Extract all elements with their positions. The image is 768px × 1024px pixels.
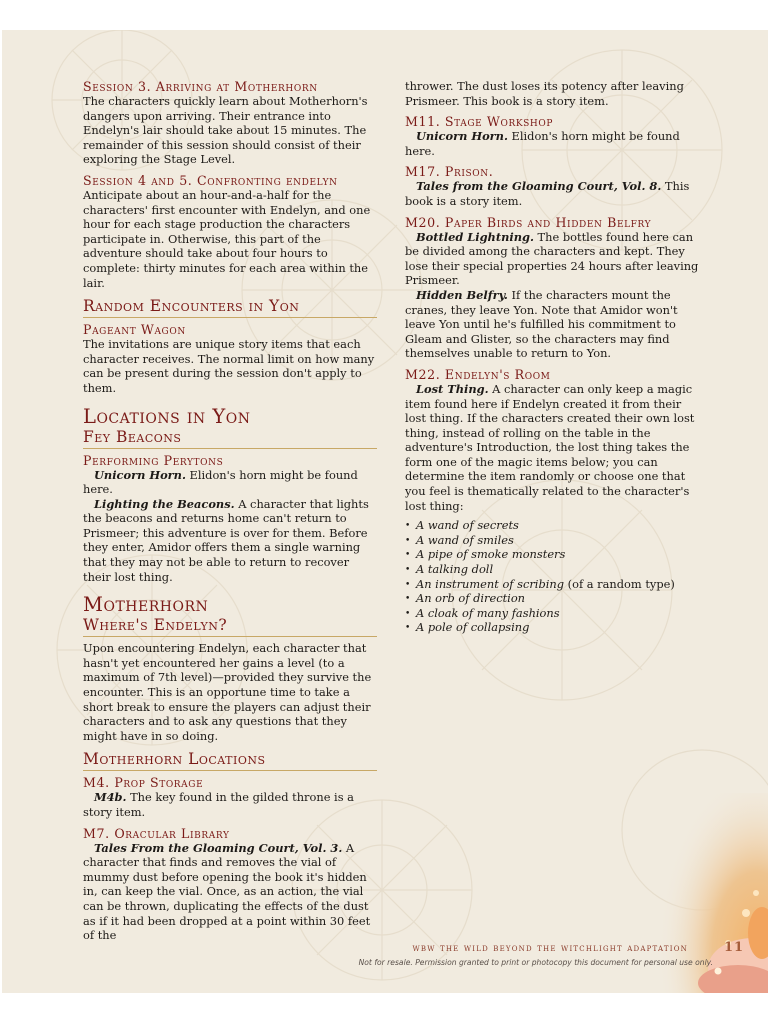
bottled-lightning-label: Bottled Lightning. [416, 229, 534, 244]
list-item: • A talking doll [416, 562, 701, 577]
random-encounters-heading: Random Encounters in Yon [83, 297, 377, 318]
wheres-endelyn-heading: Where's Endelyn? [83, 616, 377, 637]
lost-thing-label: Lost Thing. [416, 381, 489, 396]
m11-stage-workshop-heading: M11. Stage Workshop [405, 114, 553, 130]
session-4-5-heading: Session 4 and 5. Confronting endelyn [83, 172, 338, 188]
m7-text: A character that finds and removes the vial of mummy dust before opening the book it's hidden in, can keep the vial. Once, as an action, the vial can be thrown, duplicating the effects of the dust as if it had been dropped at a point within 30 feet of the [83, 840, 371, 943]
document-page [2, 30, 768, 993]
hidden-belfry-paragraph [405, 288, 701, 361]
list-item: • An orb of direction [416, 591, 701, 606]
lost-thing-text: A character can only keep a magic item found here if Endelyn created it from their lost thing. If the characters created their own lost thing, instead of rolling on the table in the adventure's Introduction, the lost thing takes the form one of the magic items below; you can determine the item randomly or choose one that you feel is thematically related to the character's lost thing: [405, 381, 695, 513]
m11-label: Unicorn Horn. [416, 129, 508, 144]
pageant-wagon-heading: Pageant Wagon [83, 322, 186, 338]
fey-beacons-heading: Fey Beacons [83, 428, 377, 449]
hidden-belfry-label: Hidden Belfry. [416, 287, 508, 302]
m7-paragraph [83, 841, 377, 943]
m17-label: Tales from the Gloaming Court, Vol. 8. [416, 179, 662, 194]
unicorn-horn-label: Unicorn Horn. [94, 467, 186, 482]
m7-oracular-library-heading: M7. Oracular Library [83, 825, 230, 841]
m17-paragraph [405, 179, 701, 208]
pageant-wagon-text: The invitations are unique story items that each character receives. The normal limit on how many can be present during the session don't apply to them. [83, 337, 375, 395]
list-item: • A pole of collapsing [416, 620, 701, 635]
lost-thing-paragraph [405, 382, 701, 513]
lighting-beacons-paragraph [83, 497, 377, 585]
list-item [416, 577, 701, 592]
list-item: • A wand of secrets [416, 518, 701, 533]
m4b-text: The key found in the gilded throne is a story item. [83, 790, 354, 819]
m17-text: This book is a story item. [405, 179, 690, 208]
locations-in-yon-heading: Locations in Yon [83, 404, 251, 428]
lighting-beacons-label: Lighting the Beacons. [94, 496, 235, 511]
m4b-label: M4b. [94, 790, 127, 805]
m17-prison-heading: M17. Prison. [405, 164, 494, 180]
m11-text: Elidon's horn might be found here. [405, 129, 680, 158]
motherhorn-locations-heading: Motherhorn Locations [83, 750, 377, 771]
m7-label: Tales From the Gloaming Court, Vol. 3. [94, 840, 343, 855]
bottled-lightning-paragraph [405, 230, 701, 288]
list-item: • A wand of smiles [416, 533, 701, 548]
magic-items-list [405, 518, 701, 635]
performing-perytons-heading: Performing Perytons [83, 452, 224, 468]
page-number: 11 [724, 940, 745, 955]
footer-legal-note: Not for resale. Permission granted to print or photocopy this document for personal use only. [358, 958, 713, 967]
unicorn-horn-text: Elidon's horn might be found here. [83, 467, 358, 497]
session-3-text: The characters quickly learn about Motherhorn's dangers upon arriving. Their entrance into Endelyn's lair should take about 15 minutes. The remainder of this session should consist of their exploring the Stage Level. [83, 94, 368, 167]
m11-paragraph [405, 129, 701, 158]
motherhorn-heading: Motherhorn [83, 593, 209, 617]
list-item: • A cloak of many fashions [416, 606, 701, 621]
list-item-suffix: (of a random type) [564, 576, 675, 591]
m4b-paragraph [83, 790, 377, 819]
m4-prop-storage-heading: M4. Prop Storage [83, 775, 204, 791]
unicorn-horn-paragraph [83, 468, 377, 497]
bottled-lightning-text: The bottles found here can be divided among the characters and kept. They lose their special properties 24 hours after leaving Prismeer. [405, 229, 699, 288]
left-column [83, 79, 377, 943]
list-item-text: An instrument of scribing [416, 576, 565, 591]
continued-text: thrower. The dust loses its potency after leaving Prismeer. This book is a story item. [405, 79, 684, 108]
hidden-belfry-text: If the characters mount the cranes, they leave Yon. Note that Amidor won't leave Yon until he's fulfilled his commitment to Gleam and Glister, so the characters may find themselves unable to return to Yon. [405, 287, 678, 361]
list-item: • A pipe of smoke monsters [416, 547, 701, 562]
m20-heading: M20. Paper Birds and Hidden Belfry [405, 214, 652, 230]
m22-endelyns-room-heading: M22. Endelyn's Room [405, 366, 551, 382]
right-column [405, 79, 701, 635]
session-4-5-text: Anticipate about an hour-and-a-half for the characters' first encounter with Endelyn, and one hour for each stage production the characters participate in. Otherwise, this part of the adventure should take about four hours to complete: thirty minutes for each area within the lair. [83, 187, 371, 290]
lighting-beacons-text: A character that lights the beacons and returns home can't return to Prismeer; this adventure is over for them. Before they enter, Amidor offers them a single warning that they may not be able to return to recover their lost thing. [83, 496, 369, 584]
session-3-heading: Session 3. Arriving at Motherhorn [83, 79, 318, 94]
footer-title: wbw the wild beyond the witchlight adaptation [412, 943, 688, 954]
wheres-endelyn-text: Upon encountering Endelyn, each character that hasn't yet encountered her gains a level (to a maximum of 7th level)—provided they survive the encounter. This is an opportune time to take a short break to ensure the players can adjust their characters and to ask any questions that they might have in so doing. [83, 641, 372, 743]
